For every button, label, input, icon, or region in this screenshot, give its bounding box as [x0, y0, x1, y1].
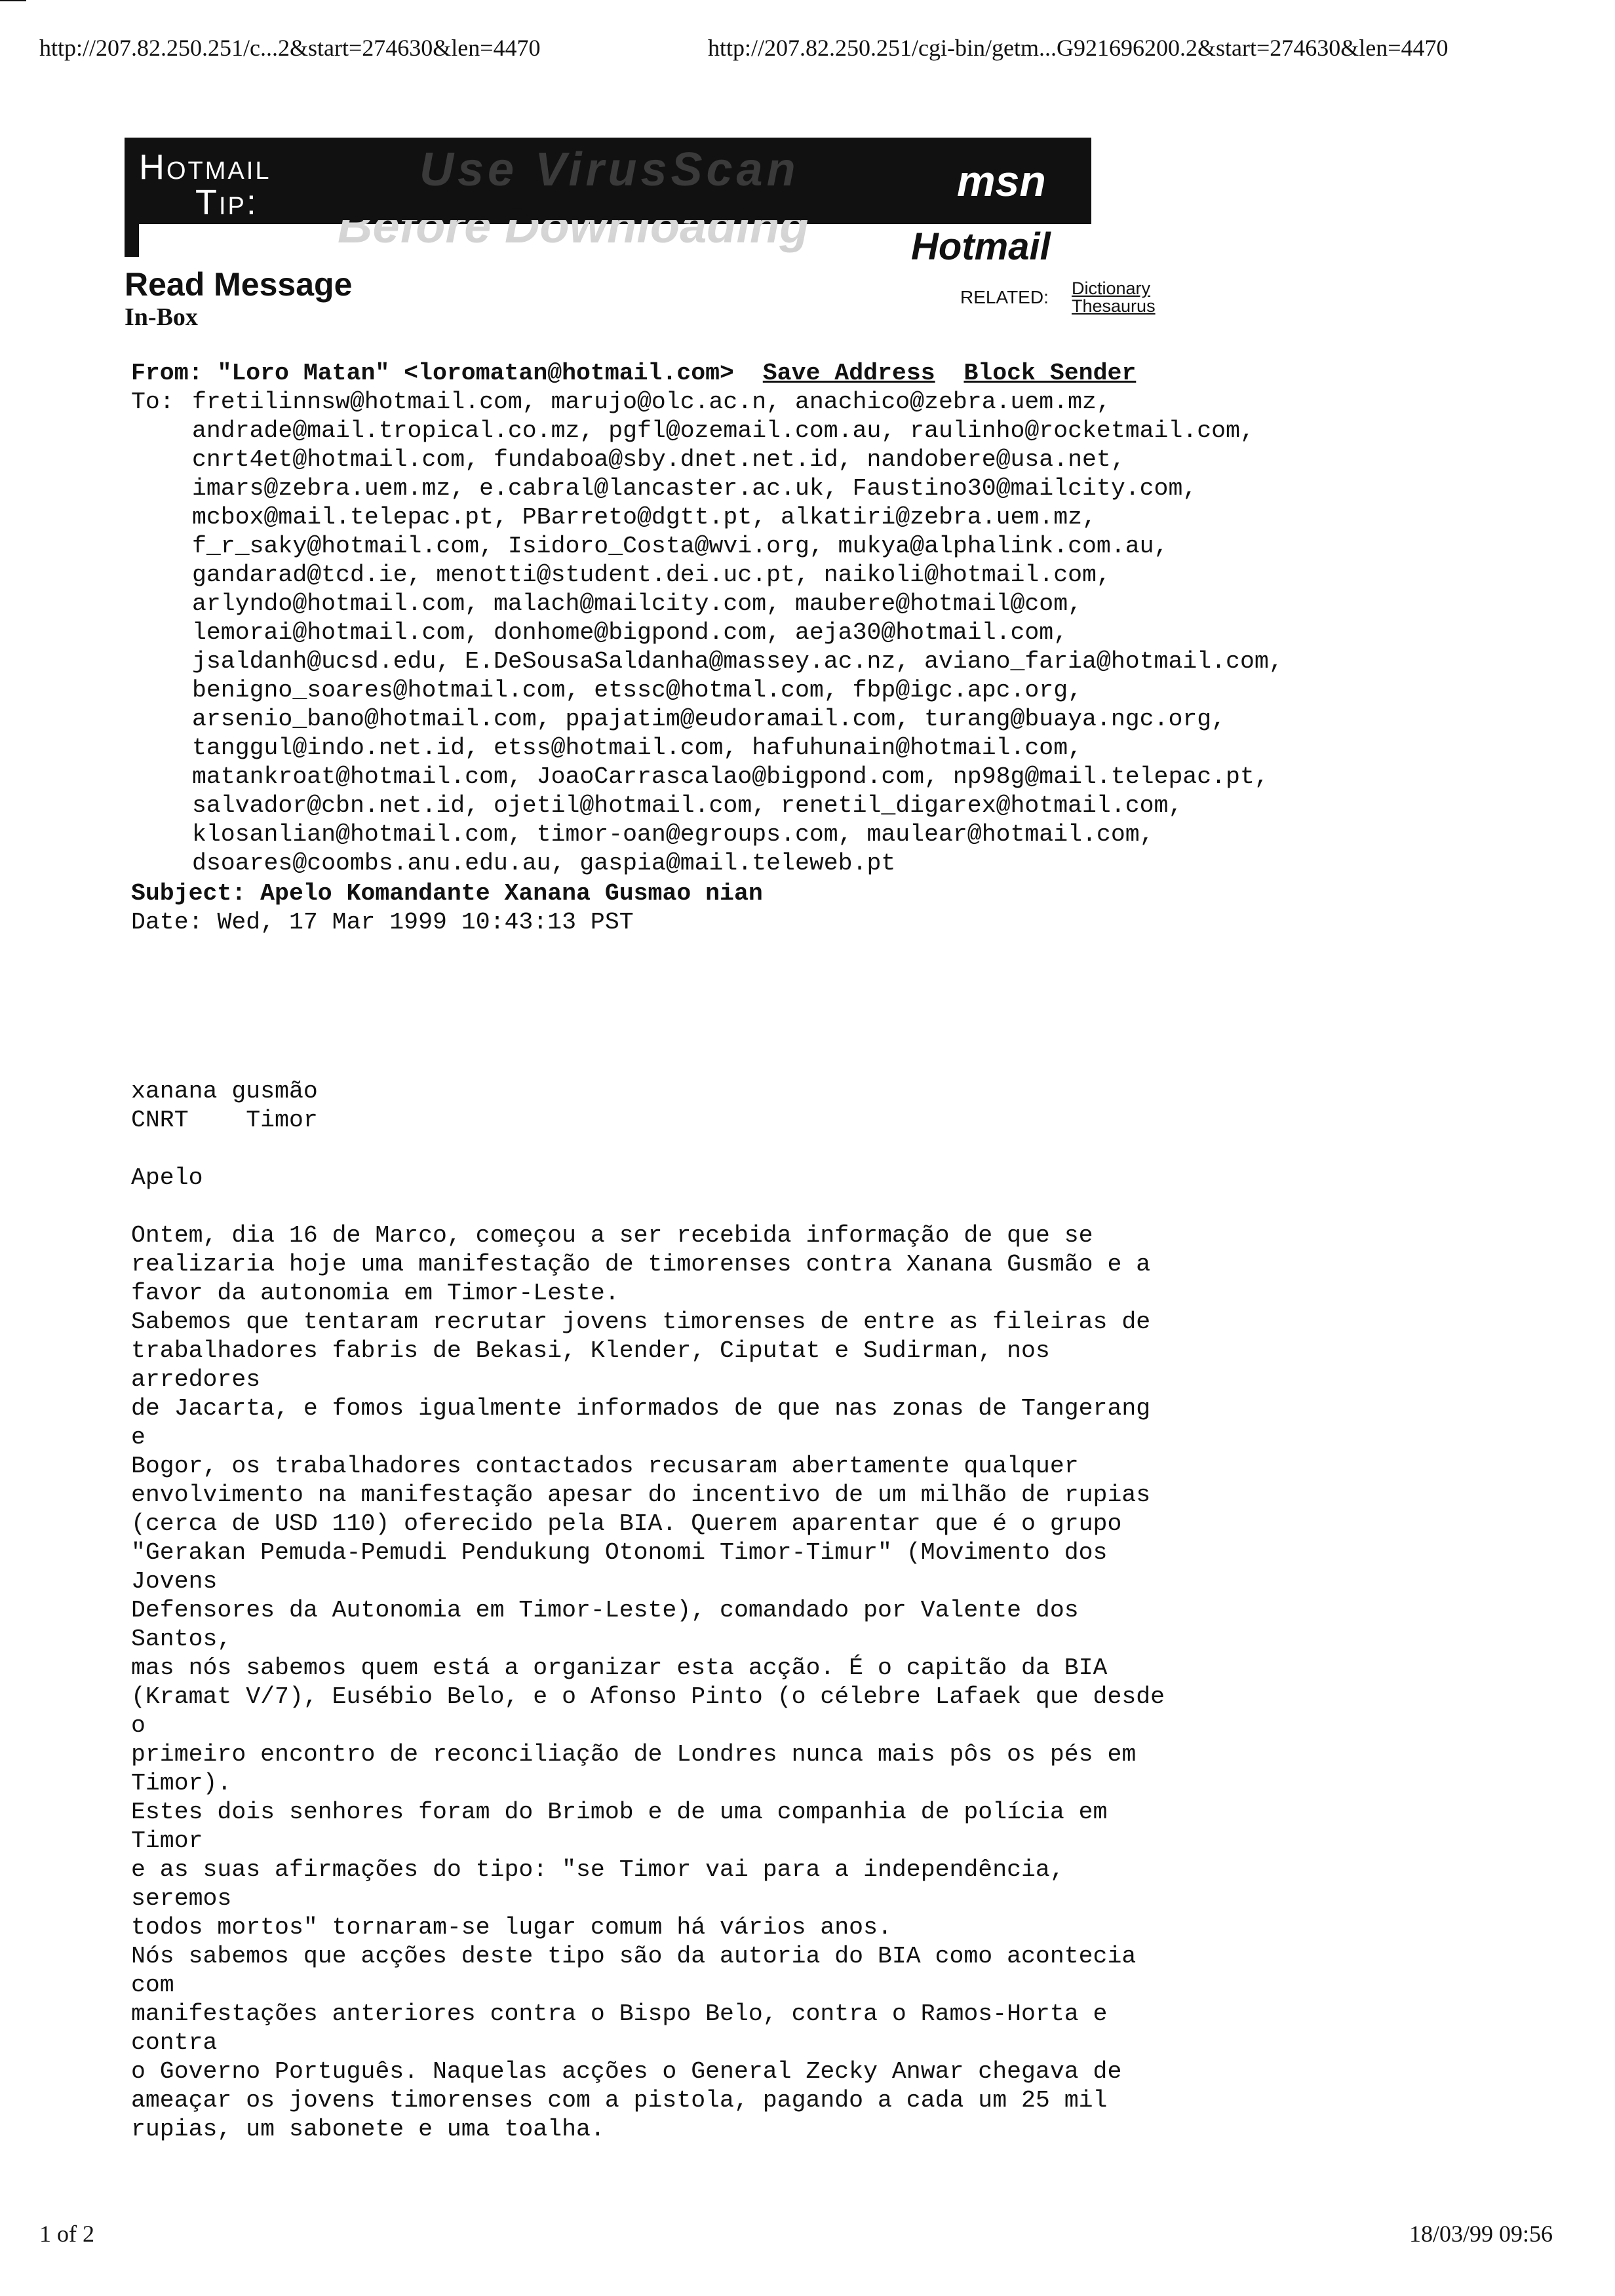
- body-line: contra: [131, 2029, 218, 2056]
- print-header-url-left: http://207.82.250.251/c...2&start=274630&len=4470: [39, 35, 541, 61]
- body-line: rupias, um sabonete e uma toalha.: [131, 2116, 605, 2143]
- body-line: Nós sabemos que acções deste tipo são da autoria do BIA como acontecia: [131, 1943, 1137, 1970]
- corner-scan-mark: [0, 0, 26, 1]
- body-line: (Kramat V/7), Eusébio Belo, e o Afonso Pinto (o célebre Lafaek que desde: [131, 1683, 1165, 1710]
- message-body: [131, 1077, 1165, 2144]
- banner-slogan: Before Downloading: [338, 199, 809, 253]
- from-row: [131, 359, 1136, 388]
- body-line: favor da autonomia em Timor-Leste.: [131, 1280, 619, 1307]
- body-line: (cerca de USD 110) oferecido pela BIA. Querem aparentar que é o grupo: [131, 1510, 1122, 1537]
- recipient-line: klosanlian@hotmail.com, timor-oan@egroups.com, maulear@hotmail.com,: [192, 821, 1154, 848]
- body-line: trabalhadores fabris de Bekasi, Klender, Ciputat e Sudirman, nos: [131, 1337, 1050, 1364]
- body-line: Apelo: [131, 1164, 203, 1191]
- hotmail-logo: Hotmail: [911, 225, 1051, 268]
- body-line: [131, 1135, 1165, 1164]
- body-line: envolvimento na manifestação apesar do incentivo de um milhão de rupias: [131, 1482, 1151, 1508]
- recipient-line: dsoares@coombs.anu.edu.au, gaspia@mail.teleweb.pt: [192, 850, 896, 877]
- body-line: todos mortos" tornaram-se lugar comum há vários anos.: [131, 1914, 892, 1941]
- body-line: o: [131, 1712, 146, 1739]
- body-line: [131, 1193, 1165, 1221]
- body-line: realizaria hoje uma manifestação de timorenses contra Xanana Gusmão e a: [131, 1251, 1151, 1278]
- recipient-line: jsaldanh@ucsd.edu, E.DeSousaSaldanha@massey.ac.nz, aviano_faria@hotmail.com,: [192, 648, 1283, 675]
- body-line: xanana gusmão: [131, 1078, 318, 1105]
- date-value: Wed, 17 Mar 1999 10:43:13 PST: [217, 909, 634, 936]
- date-row: [131, 908, 634, 937]
- print-footer-timestamp: 18/03/99 09:56: [1409, 2221, 1553, 2247]
- related-label: RELATED:: [960, 287, 1049, 307]
- from-label: From:: [131, 360, 203, 387]
- page-title: Read Message: [125, 266, 353, 303]
- recipient-line: matankroat@hotmail.com, JoaoCarrascalao@bigpond.com, np98g@mail.telepac.pt,: [192, 763, 1269, 790]
- recipient-line: fretilinnsw@hotmail.com, marujo@olc.ac.n, anachico@zebra.uem.mz,: [192, 389, 1111, 415]
- print-header-url-right: http://207.82.250.251/cgi-bin/getm...G921696200.2&start=274630&len=4470: [708, 35, 1449, 61]
- to-label: To:: [131, 389, 174, 415]
- body-line: Bogor, os trabalhadores contactados recusaram abertamente qualquer: [131, 1453, 1079, 1480]
- hotmail-tip-banner[interactable]: [125, 138, 1091, 267]
- dictionary-link[interactable]: Dictionary: [1072, 278, 1151, 298]
- thesaurus-link[interactable]: Thesaurus: [1072, 296, 1156, 316]
- recipient-line: tanggul@indo.net.id, etss@hotmail.com, hafuhunain@hotmail.com,: [192, 735, 1083, 761]
- recipient-line: arsenio_bano@hotmail.com, ppajatim@eudoramail.com, turang@buaya.ngc.org,: [192, 706, 1226, 733]
- body-line: ameaçar os jovens timorenses com a pistola, pagando a cada um 25 mil: [131, 2087, 1108, 2114]
- recipient-line: benigno_soares@hotmail.com, etssc@hotmal.com, fbp@igc.apc.org,: [192, 677, 1083, 704]
- recipient-line: andrade@mail.tropical.co.mz, pgfl@ozemail.com.au, raulinho@rocketmail.com,: [192, 417, 1255, 444]
- body-line: arredores: [131, 1366, 261, 1393]
- folder-name: In-Box: [125, 303, 198, 331]
- recipient-list: [192, 388, 1283, 878]
- body-line: Estes dois senhores foram do Brimob e de uma companhia de polícia em: [131, 1799, 1108, 1826]
- body-line: Ontem, dia 16 de Marco, começou a ser recebida informação de que se: [131, 1222, 1093, 1249]
- body-line: o Governo Português. Naquelas acções o General Zecky Anwar chegava de: [131, 2058, 1122, 2085]
- recipient-line: cnrt4et@hotmail.com, fundaboa@sby.dnet.net.id, nandobere@usa.net,: [192, 446, 1125, 473]
- recipient-line: salvador@cbn.net.id, ojetil@hotmail.com, renetil_digarex@hotmail.com,: [192, 792, 1183, 819]
- recipient-line: mcbox@mail.telepac.pt, PBarreto@dgtt.pt, alkatiri@zebra.uem.mz,: [192, 504, 1097, 531]
- body-line: Timor).: [131, 1770, 232, 1797]
- body-line: seremos: [131, 1885, 232, 1912]
- banner-virusscan-text: Use VirusScan: [419, 144, 800, 196]
- body-line: mas nós sabemos quem está a organizar esta acção. É o capitão da BIA: [131, 1655, 1108, 1681]
- recipient-line: gandarad@tcd.ie, menotti@student.dei.uc.pt, naikoli@hotmail.com,: [192, 562, 1111, 588]
- body-line: e: [131, 1424, 146, 1451]
- recipient-line: arlyndo@hotmail.com, malach@mailcity.com, maubere@hotmail@com,: [192, 590, 1083, 617]
- recipient-line: f_r_saky@hotmail.com, Isidoro_Costa@wvi.org, mukya@alphalink.com.au,: [192, 533, 1169, 560]
- subject-label: Subject:: [131, 880, 246, 907]
- tip-label-line1: Hotmail: [139, 147, 271, 187]
- body-line: Santos,: [131, 1626, 232, 1653]
- print-footer-page: 1 of 2: [39, 2221, 94, 2247]
- recipient-line: imars@zebra.uem.mz, e.cabral@lancaster.ac.uk, Faustino30@mailcity.com,: [192, 475, 1197, 502]
- banner-tail: [125, 224, 139, 257]
- body-line: Jovens: [131, 1568, 218, 1595]
- body-line: com: [131, 1972, 174, 1999]
- block-sender-link[interactable]: Block Sender: [963, 360, 1137, 387]
- body-line: primeiro encontro de reconciliação de Londres nunca mais pôs os pés em: [131, 1741, 1137, 1768]
- body-line: e as suas afirmações do tipo: "se Timor vai para a independência,: [131, 1856, 1064, 1883]
- subject-value: Apelo Komandante Xanana Gusmao nian: [260, 880, 763, 907]
- body-line: Timor: [131, 1827, 203, 1854]
- subject-row: [131, 879, 763, 908]
- to-row: [131, 388, 1283, 877]
- msn-logo: msn: [957, 157, 1046, 205]
- body-line: manifestações anteriores contra o Bispo Belo, contra o Ramos-Horta e: [131, 2000, 1108, 2027]
- sender-address: "Loro Matan" <loromatan@hotmail.com>: [217, 360, 734, 387]
- recipient-line: lemorai@hotmail.com, donhome@bigpond.com, aeja30@hotmail.com,: [192, 619, 1068, 646]
- date-label: Date:: [131, 909, 203, 936]
- body-line: Sabemos que tentaram recrutar jovens timorenses de entre as fileiras de: [131, 1309, 1151, 1335]
- save-address-link[interactable]: Save Address: [762, 360, 935, 387]
- body-line: de Jacarta, e fomos igualmente informados de que nas zonas de Tangerang: [131, 1395, 1151, 1422]
- tip-label-line2: Tip:: [195, 183, 258, 222]
- body-line: CNRT Timor: [131, 1107, 318, 1134]
- body-line: Defensores da Autonomia em Timor-Leste), comandado por Valente dos: [131, 1597, 1079, 1624]
- body-line: "Gerakan Pemuda-Pemudi Pendukung Otonomi Timor-Timur" (Movimento dos: [131, 1539, 1108, 1566]
